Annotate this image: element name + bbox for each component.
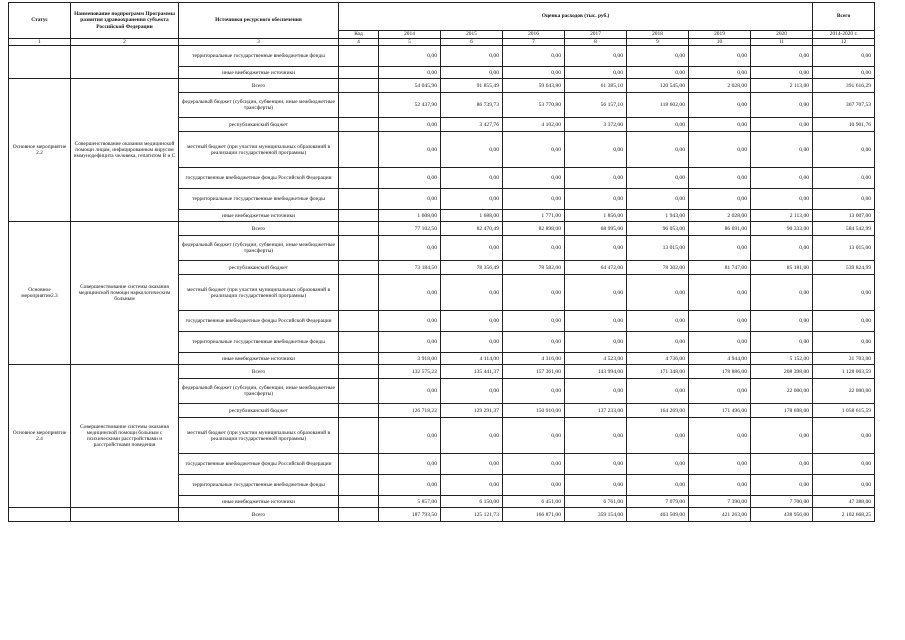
- value-cell: 0,00: [689, 275, 751, 311]
- value-cell: 403 509,00: [627, 508, 689, 522]
- value-cell: 0,00: [441, 311, 503, 332]
- value-cell: 0,00: [503, 379, 565, 404]
- code-cell: [339, 222, 379, 236]
- code-cell: [339, 496, 379, 508]
- value-cell: 4 944,00: [689, 353, 751, 365]
- source-cell: государственные внебюджетные фонды Российской Федерации: [179, 454, 339, 475]
- source-cell: государственные внебюджетные фонды Российской Федерации: [179, 168, 339, 189]
- value-cell: 53 770,80: [503, 93, 565, 118]
- value-cell: 0,00: [503, 236, 565, 261]
- value-cell: 85 181,00: [751, 261, 813, 275]
- subprogram-cell: Совершенствование системы оказания медицинской помощи больным с психическими расстройствами и расстройствами поведения: [71, 365, 179, 508]
- value-cell: 0,00: [751, 189, 813, 210]
- value-cell: 0,00: [565, 418, 627, 454]
- header-year: 2020: [751, 31, 813, 39]
- column-number: 12: [813, 39, 875, 46]
- total-cell: 367 707,53: [813, 93, 875, 118]
- value-cell: 0,00: [751, 67, 813, 79]
- value-cell: 0,00: [689, 46, 751, 67]
- value-cell: 52 437,90: [379, 93, 441, 118]
- header-status: Статус: [9, 3, 71, 39]
- value-cell: 7 390,00: [689, 496, 751, 508]
- value-cell: 164 269,00: [627, 404, 689, 418]
- value-cell: 0,00: [379, 332, 441, 353]
- value-cell: 0,00: [503, 418, 565, 454]
- value-cell: 0,00: [379, 379, 441, 404]
- column-number: 5: [379, 39, 441, 46]
- value-cell: 78 356,49: [441, 261, 503, 275]
- source-cell: Всего: [179, 222, 339, 236]
- total-cell: 584 542,99: [813, 222, 875, 236]
- value-cell: 0,00: [379, 454, 441, 475]
- header-year: 2018: [627, 31, 689, 39]
- value-cell: 0,00: [379, 236, 441, 261]
- value-cell: 6 761,00: [565, 496, 627, 508]
- header-subprogram: Наименование подпрограмм Программы развития здравоохранения субъекта Российской Федерации: [71, 3, 179, 39]
- code-cell: [339, 404, 379, 418]
- total-cell: 0,00: [813, 67, 875, 79]
- value-cell: 3 427,76: [441, 118, 503, 132]
- value-cell: 4 523,00: [565, 353, 627, 365]
- value-cell: 91 855,49: [441, 79, 503, 93]
- value-cell: 359 154,00: [565, 508, 627, 522]
- code-cell: [339, 46, 379, 67]
- value-cell: 178 698,00: [751, 404, 813, 418]
- total-cell: 0,00: [813, 46, 875, 67]
- value-cell: 81 747,00: [689, 261, 751, 275]
- value-cell: 0,00: [689, 379, 751, 404]
- value-cell: 0,00: [751, 46, 813, 67]
- value-cell: 54 045,90: [379, 79, 441, 93]
- value-cell: 0,00: [441, 418, 503, 454]
- value-cell: 187 793,50: [379, 508, 441, 522]
- value-cell: 61 385,10: [565, 79, 627, 93]
- total-cell: 0,00: [813, 168, 875, 189]
- header-total: Всего: [813, 3, 875, 31]
- value-cell: 0,00: [565, 67, 627, 79]
- value-cell: 0,00: [441, 332, 503, 353]
- source-cell: территориальные государственные внебюджетные фонды: [179, 332, 339, 353]
- value-cell: 2 113,00: [751, 210, 813, 222]
- value-cell: 0,00: [565, 189, 627, 210]
- source-cell: местный бюджет (при участии муниципальных образований в реализации государственной программы): [179, 275, 339, 311]
- value-cell: 0,00: [441, 236, 503, 261]
- value-cell: 4 736,00: [627, 353, 689, 365]
- value-cell: 22 000,00: [751, 379, 813, 404]
- source-cell: Всего: [179, 508, 339, 522]
- value-cell: 0,00: [565, 132, 627, 168]
- code-cell: [339, 475, 379, 496]
- column-number: 1: [9, 39, 71, 46]
- value-cell: 0,00: [441, 189, 503, 210]
- source-cell: республиканский бюджет: [179, 404, 339, 418]
- value-cell: 0,00: [627, 332, 689, 353]
- header-year: 2015: [441, 31, 503, 39]
- table-row: [9, 508, 875, 522]
- value-cell: 0,00: [751, 454, 813, 475]
- value-cell: 59 643,80: [503, 79, 565, 93]
- value-cell: 68 995,00: [565, 222, 627, 236]
- code-cell: [339, 79, 379, 93]
- value-cell: 0,00: [503, 189, 565, 210]
- header-estimate: Оценка расходов (тыс. руб.): [339, 3, 813, 31]
- column-number: 2: [71, 39, 179, 46]
- status-cell: Основное мероприятие 2.2: [9, 79, 71, 222]
- value-cell: 0,00: [751, 311, 813, 332]
- code-cell: [339, 508, 379, 522]
- value-cell: 0,00: [379, 475, 441, 496]
- value-cell: 171 496,00: [689, 404, 751, 418]
- value-cell: 0,00: [379, 168, 441, 189]
- value-cell: 0,00: [627, 311, 689, 332]
- value-cell: 0,00: [751, 236, 813, 261]
- value-cell: 0,00: [689, 93, 751, 118]
- value-cell: 120 545,00: [627, 79, 689, 93]
- code-cell: [339, 132, 379, 168]
- value-cell: 0,00: [565, 454, 627, 475]
- value-cell: 0,00: [503, 67, 565, 79]
- code-cell: [339, 67, 379, 79]
- value-cell: 77 102,50: [379, 222, 441, 236]
- value-cell: 0,00: [751, 132, 813, 168]
- value-cell: 82 898,00: [503, 222, 565, 236]
- column-number: 6: [441, 39, 503, 46]
- value-cell: 90 333,00: [751, 222, 813, 236]
- source-cell: Всего: [179, 365, 339, 379]
- value-cell: 178 886,00: [689, 365, 751, 379]
- value-cell: 126 718,22: [379, 404, 441, 418]
- value-cell: 0,00: [503, 311, 565, 332]
- total-cell: 1 058 615,59: [813, 404, 875, 418]
- source-cell: территориальные государственные внебюджетные фонды: [179, 46, 339, 67]
- value-cell: 0,00: [689, 236, 751, 261]
- value-cell: 0,00: [751, 418, 813, 454]
- code-cell: [339, 118, 379, 132]
- total-cell: 0,00: [813, 475, 875, 496]
- subprogram-cell: [71, 46, 179, 79]
- value-cell: 0,00: [565, 332, 627, 353]
- header-year: 2017: [565, 31, 627, 39]
- value-cell: 78 582,00: [503, 261, 565, 275]
- table-row: [9, 222, 875, 236]
- source-cell: республиканский бюджет: [179, 118, 339, 132]
- code-cell: [339, 311, 379, 332]
- total-cell: 0,00: [813, 332, 875, 353]
- column-number: 4: [339, 39, 379, 46]
- total-cell: 22 000,00: [813, 379, 875, 404]
- value-cell: 135 441,37: [441, 365, 503, 379]
- subprogram-cell: Совершенствование системы оказания медицинской помощи наркологическим больным: [71, 222, 179, 365]
- value-cell: 0,00: [627, 475, 689, 496]
- value-cell: 0,00: [627, 379, 689, 404]
- code-cell: [339, 168, 379, 189]
- value-cell: 0,00: [689, 189, 751, 210]
- value-cell: 0,00: [503, 275, 565, 311]
- value-cell: 0,00: [565, 236, 627, 261]
- total-cell: 2 102 668,25: [813, 508, 875, 522]
- value-cell: 0,00: [379, 118, 441, 132]
- value-cell: 0,00: [441, 132, 503, 168]
- value-cell: 0,00: [565, 168, 627, 189]
- value-cell: 1 688,00: [441, 210, 503, 222]
- value-cell: 4 114,00: [441, 353, 503, 365]
- total-cell: 0,00: [813, 418, 875, 454]
- value-cell: 0,00: [379, 46, 441, 67]
- total-cell: 0,00: [813, 311, 875, 332]
- value-cell: 0,00: [627, 168, 689, 189]
- value-cell: 0,00: [379, 67, 441, 79]
- value-cell: 1 608,00: [379, 210, 441, 222]
- value-cell: 0,00: [627, 67, 689, 79]
- total-cell: 13 007,00: [813, 210, 875, 222]
- value-cell: 0,00: [565, 475, 627, 496]
- value-cell: 0,00: [441, 379, 503, 404]
- value-cell: 0,00: [627, 132, 689, 168]
- code-cell: [339, 210, 379, 222]
- code-cell: [339, 189, 379, 210]
- value-cell: 0,00: [441, 454, 503, 475]
- value-cell: 86 739,73: [441, 93, 503, 118]
- value-cell: 0,00: [441, 67, 503, 79]
- source-cell: территориальные государственные внебюджетные фонды: [179, 475, 339, 496]
- total-cell: 1 128 003,59: [813, 365, 875, 379]
- header-total-period: 2014-2020 г.: [813, 31, 875, 39]
- value-cell: 0,00: [751, 93, 813, 118]
- value-cell: 0,00: [751, 168, 813, 189]
- value-cell: 0,00: [627, 46, 689, 67]
- header-year: 2019: [689, 31, 751, 39]
- value-cell: 157 361,00: [503, 365, 565, 379]
- budget-table: [8, 2, 875, 522]
- value-cell: 4 102,00: [503, 118, 565, 132]
- value-cell: 0,00: [565, 379, 627, 404]
- column-number: 7: [503, 39, 565, 46]
- table-row: [9, 365, 875, 379]
- value-cell: 78 302,00: [627, 261, 689, 275]
- total-cell: 0,00: [813, 275, 875, 311]
- value-cell: 82 470,49: [441, 222, 503, 236]
- code-cell: [339, 93, 379, 118]
- value-cell: 0,00: [503, 475, 565, 496]
- value-cell: 2 113,00: [751, 79, 813, 93]
- value-cell: 0,00: [441, 168, 503, 189]
- column-number: 10: [689, 39, 751, 46]
- value-cell: 0,00: [627, 454, 689, 475]
- total-cell: 0,00: [813, 454, 875, 475]
- source-cell: иные внебюджетные источники: [179, 496, 339, 508]
- value-cell: 143 994,00: [565, 365, 627, 379]
- value-cell: 0,00: [503, 332, 565, 353]
- value-cell: 4 316,00: [503, 353, 565, 365]
- status-cell: Основное мероприятие2.3: [9, 222, 71, 365]
- value-cell: 438 956,00: [751, 508, 813, 522]
- value-cell: 0,00: [441, 46, 503, 67]
- value-cell: 129 291,37: [441, 404, 503, 418]
- value-cell: 1 771,00: [503, 210, 565, 222]
- status-cell: Основное мероприятие 2.4: [9, 365, 71, 508]
- value-cell: 125 121,73: [441, 508, 503, 522]
- code-cell: [339, 261, 379, 275]
- value-cell: 5 857,00: [379, 496, 441, 508]
- value-cell: 0,00: [689, 332, 751, 353]
- total-cell: 0,00: [813, 189, 875, 210]
- value-cell: 0,00: [627, 118, 689, 132]
- header-year: 2016: [503, 31, 565, 39]
- value-cell: 3 918,00: [379, 353, 441, 365]
- value-cell: 3 372,00: [565, 118, 627, 132]
- subprogram-cell: Совершенствование оказания медицинской помощи лицам, инфицированным вирусом иммунодефицита человека, гепатитом В и С: [71, 79, 179, 222]
- source-cell: федеральный бюджет (субсидии, субвенции, иные межбюджетные трансферты): [179, 236, 339, 261]
- value-cell: 0,00: [379, 132, 441, 168]
- column-number: 9: [627, 39, 689, 46]
- value-cell: 0,00: [689, 132, 751, 168]
- value-cell: 5 152,00: [751, 353, 813, 365]
- value-cell: 0,00: [565, 275, 627, 311]
- value-cell: 86 691,00: [689, 222, 751, 236]
- value-cell: 0,00: [627, 418, 689, 454]
- value-cell: 1 943,00: [627, 210, 689, 222]
- value-cell: 64 472,00: [565, 261, 627, 275]
- column-number: 8: [565, 39, 627, 46]
- header-year: 2014: [379, 31, 441, 39]
- value-cell: 0,00: [441, 475, 503, 496]
- source-cell: республиканский бюджет: [179, 261, 339, 275]
- status-cell: [9, 46, 71, 79]
- value-cell: 0,00: [503, 168, 565, 189]
- value-cell: 56 157,10: [565, 93, 627, 118]
- value-cell: 0,00: [565, 311, 627, 332]
- value-cell: 0,00: [689, 311, 751, 332]
- code-cell: [339, 275, 379, 311]
- value-cell: 137 233,00: [565, 404, 627, 418]
- source-cell: Всего: [179, 79, 339, 93]
- value-cell: 208 398,00: [751, 365, 813, 379]
- subprogram-cell: [71, 508, 179, 522]
- value-cell: 0,00: [689, 454, 751, 475]
- source-cell: федеральный бюджет (субсидии, субвенции, иные межбюджетные трансферты): [179, 379, 339, 404]
- total-cell: 47 388,00: [813, 496, 875, 508]
- table-body: [9, 46, 875, 522]
- value-cell: 0,00: [379, 311, 441, 332]
- value-cell: 6 150,00: [441, 496, 503, 508]
- table-header: [9, 3, 875, 46]
- total-cell: 10 901,76: [813, 118, 875, 132]
- value-cell: 150 910,00: [503, 404, 565, 418]
- value-cell: 0,00: [441, 275, 503, 311]
- value-cell: 0,00: [627, 275, 689, 311]
- value-cell: 7 079,00: [627, 496, 689, 508]
- source-cell: иные внебюджетные источники: [179, 353, 339, 365]
- value-cell: 132 575,22: [379, 365, 441, 379]
- value-cell: 7 700,00: [751, 496, 813, 508]
- code-cell: [339, 454, 379, 475]
- code-cell: [339, 365, 379, 379]
- table-row: [9, 46, 875, 67]
- value-cell: 0,00: [503, 132, 565, 168]
- source-cell: федеральный бюджет (субсидии, субвенции, иные межбюджетные трансферты): [179, 93, 339, 118]
- source-cell: местный бюджет (при участии муниципальных образований в реализации государственной программы): [179, 132, 339, 168]
- value-cell: 118 602,00: [627, 93, 689, 118]
- code-cell: [339, 353, 379, 365]
- source-cell: иные внебюджетные источники: [179, 67, 339, 79]
- value-cell: 166 871,00: [503, 508, 565, 522]
- value-cell: 0,00: [689, 418, 751, 454]
- total-cell: 0,00: [813, 132, 875, 168]
- value-cell: 6 451,00: [503, 496, 565, 508]
- value-cell: 0,00: [751, 475, 813, 496]
- value-cell: 0,00: [751, 118, 813, 132]
- value-cell: 0,00: [751, 275, 813, 311]
- value-cell: 0,00: [503, 46, 565, 67]
- value-cell: 0,00: [503, 454, 565, 475]
- value-cell: 0,00: [751, 332, 813, 353]
- value-cell: 0,00: [565, 46, 627, 67]
- code-cell: [339, 332, 379, 353]
- total-cell: 31 703,00: [813, 353, 875, 365]
- source-cell: территориальные государственные внебюджетные фонды: [179, 189, 339, 210]
- value-cell: 96 053,00: [627, 222, 689, 236]
- value-cell: 0,00: [379, 418, 441, 454]
- value-cell: 1 856,00: [565, 210, 627, 222]
- value-cell: 2 028,00: [689, 79, 751, 93]
- code-cell: [339, 379, 379, 404]
- status-cell: [9, 508, 71, 522]
- header-code: Код: [339, 31, 379, 39]
- source-cell: государственные внебюджетные фонды Российской Федерации: [179, 311, 339, 332]
- value-cell: 171 348,00: [627, 365, 689, 379]
- value-cell: 13 015,00: [627, 236, 689, 261]
- source-cell: иные внебюджетные источники: [179, 210, 339, 222]
- total-cell: 13 015,00: [813, 236, 875, 261]
- value-cell: 0,00: [379, 275, 441, 311]
- code-cell: [339, 418, 379, 454]
- column-number: 3: [179, 39, 339, 46]
- header-sources: Источники ресурсного обеспечения: [179, 3, 339, 39]
- value-cell: 0,00: [379, 189, 441, 210]
- value-cell: 0,00: [689, 168, 751, 189]
- source-cell: местный бюджет (при участии муниципальных образований в реализации государственной программы): [179, 418, 339, 454]
- code-cell: [339, 236, 379, 261]
- value-cell: 0,00: [689, 67, 751, 79]
- table-row: [9, 79, 875, 93]
- value-cell: 421 263,00: [689, 508, 751, 522]
- total-cell: 391 616,29: [813, 79, 875, 93]
- value-cell: 0,00: [627, 189, 689, 210]
- value-cell: 73 184,50: [379, 261, 441, 275]
- column-number-row: [9, 39, 875, 46]
- column-number: 11: [751, 39, 813, 46]
- value-cell: 0,00: [689, 475, 751, 496]
- value-cell: 0,00: [689, 118, 751, 132]
- value-cell: 2 028,00: [689, 210, 751, 222]
- total-cell: 539 824,99: [813, 261, 875, 275]
